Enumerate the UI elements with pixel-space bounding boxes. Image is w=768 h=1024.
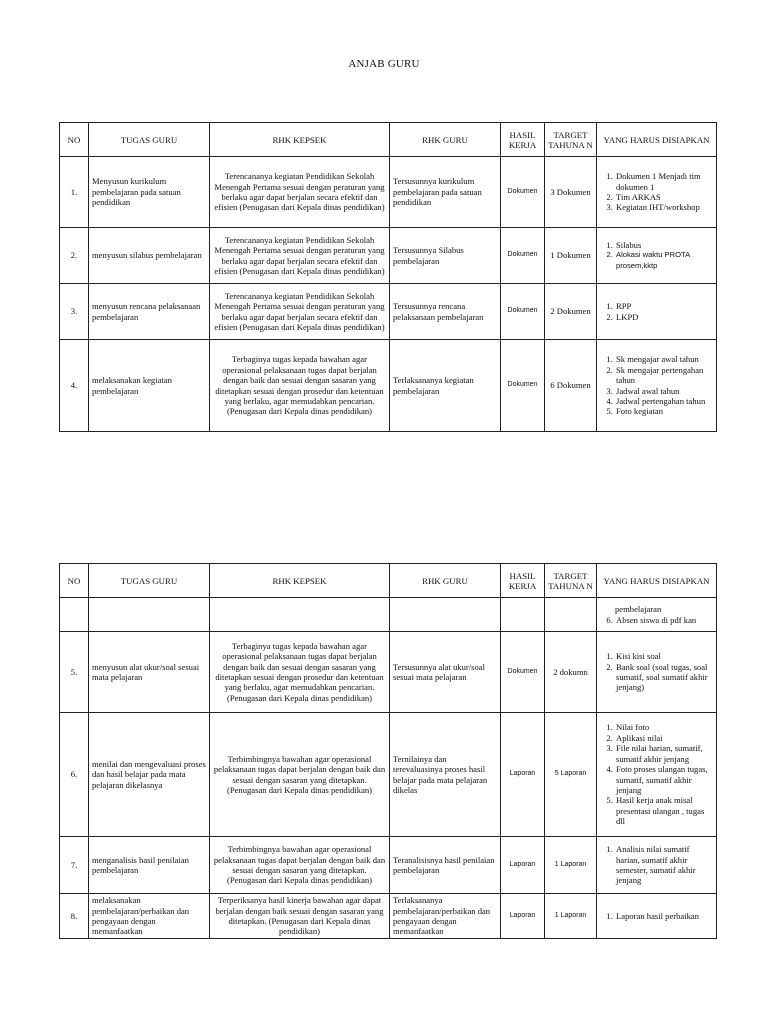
row-disiapkan [597, 632, 717, 713]
row-no: 6. [60, 713, 89, 837]
prep-item: 4. Foto proses ulangan tugas, sumatif, sumatif akhir jenjang [615, 764, 713, 795]
row-rhk-kepsek [210, 598, 390, 632]
row-hasil-kerja: Dokumen [501, 228, 545, 284]
row-target: 1 Laporan [545, 837, 597, 894]
row-rhk-kepsek: Terencananya kegiatan Pendidikan Sekolah Menengah Pertama sesuai dengan peraturan yang berlaku agar dapat berjalan secara efektif dan efisien (Penugasan dari Kepala dinas pendidikan) [210, 228, 390, 284]
table-header-row [60, 564, 717, 598]
row-disiapkan [597, 837, 717, 894]
row-rhk-guru [390, 598, 501, 632]
row-tugas: menyusun rencana pelaksanaan pembelajaran [89, 284, 210, 340]
prep-item: 6. Absen siswa di pdf kan [615, 615, 713, 625]
row-target: 2 Dokumen [545, 284, 597, 340]
table-row [60, 632, 717, 713]
continuation-text: pembelajaran [615, 604, 662, 615]
row-no: 2. [60, 228, 89, 284]
row-rhk-kepsek: Terbaginya tugas kepada bawahan agar operasional pelaksanaan tugas dapat berjalan dengan baik dan sesuai dengan sasaran yang ditetapkan sesuai dengan prosedur dan ketentuan yang berlaku, agar memudahkan pencarian. (Penugasan dari Kepala dinas pendidikan) [210, 340, 390, 432]
row-target: 1 Dokumen [545, 228, 597, 284]
row-disiapkan [597, 228, 717, 284]
prep-item: 3. File nilai harian, sumatif, sumatif akhir jenjang [615, 743, 713, 764]
row-tugas: melaksanakan pembelajaran/perbaikan dan pengayaan dengan memanfaatkan [89, 894, 210, 939]
prep-item: 4. Jadwal pertengahan tahun [615, 396, 713, 406]
table-row [60, 228, 717, 284]
header-no: NO [60, 123, 89, 157]
prep-item: 1. Kisi kisi soal [615, 651, 713, 661]
row-hasil-kerja: Laporan [501, 837, 545, 894]
prep-item: 1. RPP [615, 301, 713, 311]
row-rhk-guru: Tersusunnya Silabus pembelajaran [390, 228, 501, 284]
row-no: 4. [60, 340, 89, 432]
table-row [60, 713, 717, 837]
row-target [545, 598, 597, 632]
row-rhk-kepsek: Terbimbingnya bawahan agar operasional pelaksanaan tugas dapat berjalan dengan baik dan sesuai dengan sasaran yang ditetapkan. (Penugasan dari Kepala dinas pendidikan) [210, 713, 390, 837]
header-hasil-kerja: HASIL KERJA [501, 123, 545, 157]
header-rhk-guru: RHK GURU [390, 123, 501, 157]
row-rhk-kepsek: Terencananya kegiatan Pendidikan Sekolah Menengah Pertama sesuai dengan peraturan yang berlaku agar dapat berjalan secara efektif dan efisien (Penugasan dari Kepala dinas pendidikan) [210, 284, 390, 340]
prep-item: 1. Sk mengajar awal tahun [615, 354, 713, 364]
prep-item: 2. Alokasi waktu PROTA prosem,kktp [615, 250, 713, 271]
header-rhk-kepsek: RHK KEPSEK [210, 564, 390, 598]
row-hasil-kerja [501, 598, 545, 632]
row-disiapkan [597, 284, 717, 340]
row-rhk-guru: Tersusunnya rencana pelaksanaan pembelajaran [390, 284, 501, 340]
header-target: TARGET TAHUNA N [545, 123, 597, 157]
table-row [60, 837, 717, 894]
row-hasil-kerja: Dokumen [501, 632, 545, 713]
row-target: 2 dokumn [545, 632, 597, 713]
row-no: 3. [60, 284, 89, 340]
row-no: 8. [60, 894, 89, 939]
row-no [60, 598, 89, 632]
row-no: 1. [60, 157, 89, 228]
header-no: NO [60, 564, 89, 598]
prep-item: 1. Analisis nilai sumatif harian, sumatif akhir semester, sumatif akhir jenjang [615, 844, 713, 886]
row-disiapkan [597, 598, 717, 632]
row-rhk-kepsek: Terencananya kegiatan Pendidikan Sekolah Menengah Pertama sesuai dengan peraturan yang berlaku agar dapat berjalan secara efektif dan efisien (Penugasan dari Kepala dinas pendidikan) [210, 157, 390, 228]
anjab-table-2 [59, 563, 717, 939]
row-disiapkan [597, 894, 717, 939]
row-tugas: menganalisis hasil penilaian pembelajaran [89, 837, 210, 894]
row-tugas: menilai dan mengevaluasi proses dan hasil belajar pada mata pelajaran dikelasnya [89, 713, 210, 837]
row-rhk-guru: Terlaksananya kegiatan pembelajaran [390, 340, 501, 432]
prep-item: 2. LKPD [615, 312, 713, 322]
header-yang-harus-disiapkan: YANG HARUS DISIAPKAN [597, 123, 717, 157]
row-tugas: melaksanakan kegiatan pembelajaran [89, 340, 210, 432]
header-target: TARGET TAHUNA N [545, 564, 597, 598]
prep-item: 1. Dokumen 1 Menjadi tim dokumen 1 [615, 171, 713, 192]
prep-item: 2. Tim ARKAS [615, 192, 713, 202]
header-rhk-kepsek: RHK KEPSEK [210, 123, 390, 157]
row-rhk-kepsek: Terbaginya tugas kepada bawahan agar operasional pelaksanaan tugas dapat berjalan dengan baik dan sesuai dengan sasaran yang ditetapkan sesuai dengan prosedur dan ketentuan yang berlaku, agar memudahkan pencarian. (Penugasan dari Kepala dinas pendidikan) [210, 632, 390, 713]
row-rhk-kepsek: Terbimbingnya bawahan agar operasional pelaksanaan tugas dapat berjalan dengan baik dan sesuai dengan sasaran yang ditetapkan. (Penugasan dari Kepala dinas pendidikan) [210, 837, 390, 894]
prep-item: 3. Kegiatan IHT/workshop [615, 202, 713, 212]
row-target: 5 Laporan [545, 713, 597, 837]
row-hasil-kerja: Laporan [501, 713, 545, 837]
prep-item: 1. Nilai foto [615, 722, 713, 732]
row-no: 5. [60, 632, 89, 713]
row-hasil-kerja: Dokumen [501, 340, 545, 432]
row-tugas: menyusun alat ukur/soal sesuai mata pelajaran [89, 632, 210, 713]
row-hasil-kerja: Dokumen [501, 157, 545, 228]
row-target: 3 Dokumen [545, 157, 597, 228]
document-title: ANJAB GURU [348, 58, 420, 70]
table-header-row [60, 123, 717, 157]
row-hasil-kerja: Laporan [501, 894, 545, 939]
prep-item: 1. Silabus [615, 240, 713, 250]
prep-item: 1. Laporan hasil perbaikan [615, 911, 713, 921]
row-tugas: menyusun silabus pembelajaran [89, 228, 210, 284]
header-yang-harus-disiapkan: YANG HARUS DISIAPKAN [597, 564, 717, 598]
header-rhk-guru: RHK GURU [390, 564, 501, 598]
prep-item: 5. Foto kegiatan [615, 406, 713, 416]
prep-item: 2. Aplikasi nilai [615, 733, 713, 743]
row-rhk-guru: Terlaksananya pembelajaran/perbaikan dan pengayaan dengan memanfaatkan [390, 894, 501, 939]
row-target: 6 Dokumen [545, 340, 597, 432]
row-disiapkan [597, 713, 717, 837]
prep-item: 2. Sk mengajar pertengahan tahun [615, 365, 713, 386]
row-disiapkan [597, 157, 717, 228]
row-disiapkan [597, 340, 717, 432]
prep-item: 5. Hasil kerja anak misal presentasi ulangan , tugas dll [615, 795, 713, 826]
prep-item: 3. Jadwal awal tahun [615, 386, 713, 396]
table-row [60, 894, 717, 939]
row-tugas: Menyusun kurikulum pembelajaran pada satuan pendidikan [89, 157, 210, 228]
row-hasil-kerja: Dokumen [501, 284, 545, 340]
header-tugas-guru: TUGAS GURU [89, 564, 210, 598]
row-no: 7. [60, 837, 89, 894]
table-row-continuation [60, 598, 717, 632]
anjab-table-1 [59, 122, 717, 432]
header-hasil-kerja: HASIL KERJA [501, 564, 545, 598]
table-row [60, 284, 717, 340]
row-rhk-guru: Tersusunnya kurikulum pembelajaran pada satuan pendidikan [390, 157, 501, 228]
row-tugas [89, 598, 210, 632]
table-row [60, 157, 717, 228]
row-rhk-guru: Tersusunnya alat ukur/soal sesuai mata pelajaran [390, 632, 501, 713]
row-target: 1 Laporan [545, 894, 597, 939]
row-rhk-guru: Teranalisisnya hasil penilaian pembelajaran [390, 837, 501, 894]
header-tugas-guru: TUGAS GURU [89, 123, 210, 157]
row-rhk-guru: Ternilainya dan terevaluasinya proses hasil belajar pada mata pelajaran dikelas [390, 713, 501, 837]
row-rhk-kepsek: Terperiksanya hasil kinerja bawahan agar dapat berjalan dengan baik sesuai dengan sasaran yang ditetapkan. (Penugasan dari Kepala dinas pendidikan) [210, 894, 390, 939]
prep-item: 2. Bank soal (soal tugas, soal sumatif, soal sumatif akhir jenjang) [615, 662, 713, 693]
table-row [60, 340, 717, 432]
